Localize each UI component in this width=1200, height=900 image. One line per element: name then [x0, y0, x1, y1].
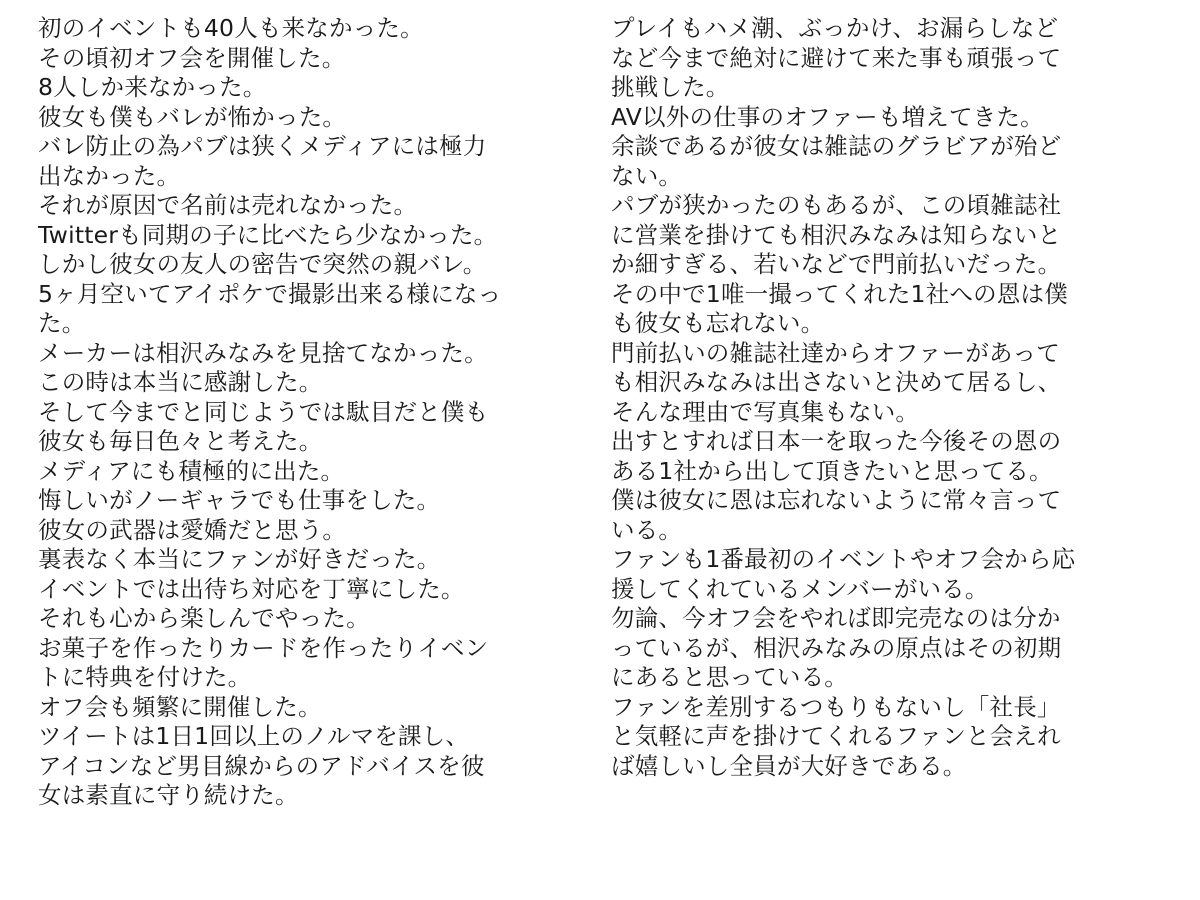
text-line: メーカーは相沢みなみを見捨てなかった。: [38, 338, 488, 367]
text-line: た。: [38, 309, 86, 337]
text-line: 8人しか来なかった。: [38, 73, 267, 101]
text-line: プレイもハメ潮、ぶっかけ、お漏らしなど: [611, 14, 1059, 42]
text-line: AV以外の仕事のオファーも増えてきた。: [611, 102, 1044, 131]
text-line: ある1社から出して頂きたいと思ってる。: [611, 456, 1053, 485]
text-line: 彼女の武器は愛嬌だと思う。: [38, 515, 347, 544]
text-line: 勿論、今オフ会をやれば即完売なのは分か: [611, 604, 1061, 632]
text-line: ツイートは1日1回以上のノルマを課し、: [38, 722, 470, 750]
text-line: に営業を掛けても相沢みなみは知らないと: [611, 220, 1062, 249]
text-line: っているが、相沢みなみの原点はその初期: [611, 633, 1062, 662]
text-line: その頃初オフ会を開催した。: [38, 43, 346, 72]
text-line: パブが狭かったのもあるが、この頃雑誌社: [611, 191, 1062, 219]
right-text-column: [611, 14, 1156, 781]
text-line: も彼女も忘れない。: [611, 309, 825, 337]
text-line: イベントでは出待ち対応を丁寧にした。: [38, 574, 465, 603]
text-line: 門前払いの雑誌社達からオファーがあって: [611, 338, 1060, 367]
text-line: メディアにも積極的に出た。: [38, 456, 345, 485]
text-line: と気軽に声を掛けてくれるファンと会えれ: [611, 722, 1061, 750]
text-line: 余談であるが彼女は雑誌のグラビアが殆ど: [611, 132, 1062, 160]
text-line: 悔しいがノーギャラでも仕事をした。: [38, 486, 441, 514]
text-line: など今まで絶対に避けて来た事も頑張って: [611, 43, 1062, 72]
text-line: そして今までと同じようでは駄目だと僕も: [38, 397, 489, 426]
text-line: いる。: [611, 515, 683, 544]
text-line: 出なかった。: [38, 161, 181, 190]
text-line: その中で1唯一撮ってくれた1社への恩は僕: [611, 279, 1068, 308]
text-line: 彼女も毎日色々と考えた。: [38, 427, 323, 455]
text-line: ない。: [611, 161, 683, 190]
text-line: Twitterも同期の子に比べたら少なかった。: [38, 220, 498, 249]
text-line: 初のイベントも40人も来なかった。: [38, 14, 424, 42]
text-line: オフ会も頻繁に開催した。: [38, 692, 322, 721]
text-line: 彼女も僕もバレが怖かった。: [38, 102, 347, 131]
text-line: 援してくれているメンバーがいる。: [611, 574, 989, 603]
text-line: お菓子を作ったりカードを作ったりイベン: [38, 633, 489, 662]
text-line: 出すとすれば日本一を取った今後その恩の: [611, 427, 1062, 455]
text-line: か細すぎる、若いなどで門前払いだった。: [611, 250, 1062, 278]
text-line: それも心から楽しんでやった。: [38, 604, 370, 632]
text-line: 女は素直に守り続けた。: [38, 781, 299, 809]
text-line: アイコンなど男目線からのアドバイスを彼: [38, 751, 485, 780]
text-line: ファンを差別するつもりもないし「社長」: [611, 692, 1061, 721]
text-line: 僕は彼女に恩は忘れないように常々言って: [611, 486, 1062, 514]
text-line: そんな理由で写真集もない。: [611, 397, 920, 426]
text-line: それが原因で名前は売れなかった。: [38, 191, 418, 219]
text-line: 挑戦した。: [611, 73, 730, 101]
text-line: ファンも1番最初のイベントやオフ会から応: [611, 545, 1076, 573]
text-line: しかし彼女の友人の密告で突然の親バレ。: [38, 250, 487, 278]
text-line: 5ヶ月空いてアイポケで撮影出来る様になっ: [38, 279, 502, 308]
text-line: 裏表なく本当にファンが好きだった。: [38, 545, 441, 573]
text-line: も相沢みなみは出さないと決めて居るし、: [611, 368, 1062, 396]
text-line: にあると思っている。: [611, 663, 848, 691]
text-line: バレ防止の為パブは狭くメディアには極力: [38, 132, 487, 160]
text-line: この時は本当に感謝した。: [38, 368, 323, 396]
text-line: ば嬉しいし全員が大好きである。: [611, 751, 967, 780]
left-text-column: [38, 14, 583, 811]
text-line: トに特典を付けた。: [38, 663, 252, 691]
